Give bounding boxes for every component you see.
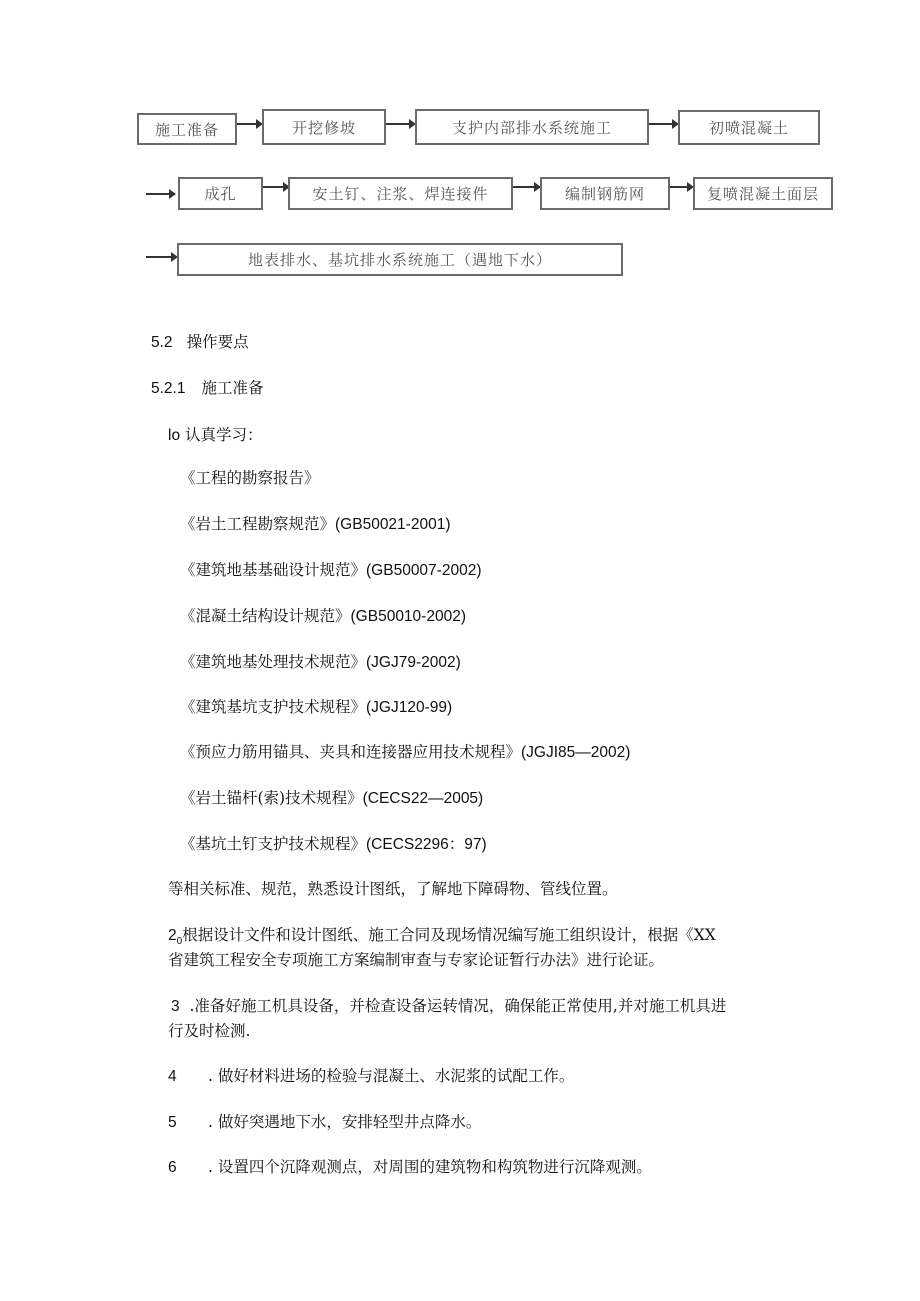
item-3-line-2: 行及时检测.	[168, 1022, 251, 1040]
item-5-number: 5	[168, 1114, 177, 1131]
reference-item: 《基坑土钉支护技术规程》(CECS2296：97)	[180, 835, 487, 853]
flow-step-nail-grout-weld: 安土钉、注浆、焊连接件	[288, 177, 513, 210]
item-2-line-1	[168, 923, 716, 947]
flow-arrow	[263, 186, 288, 188]
reference-item: 《岩土工程勘察规范》(GB50021-2001)	[180, 515, 451, 533]
subsection-heading	[151, 376, 264, 398]
item-2-line-2: 省建筑工程安全专项施工方案编制审查与专家论证暂行办法》进行论证。	[168, 951, 665, 969]
subsection-number: 5.2.1	[151, 380, 186, 397]
item-1-marker: lo	[168, 427, 181, 444]
item-1-outro: 等相关标准、规范，熟悉设计图纸，了解地下障碍物、管线位置。	[168, 880, 618, 898]
flow-arrow	[237, 123, 261, 125]
reference-item: 《建筑地基基础设计规范》(GB50007-2002)	[180, 561, 482, 579]
section-number: 5.2	[151, 334, 173, 351]
item-5	[168, 1110, 481, 1132]
flow-step-final-shotcrete: 复喷混凝土面层	[693, 177, 833, 210]
flow-step-rebar-mesh: 编制钢筋网	[540, 177, 670, 210]
reference-item: 《工程的勘察报告》	[180, 469, 320, 487]
item-3-text-1: .准备好施工机具设备，并检查设备运转情况，确保能正常使用,并对施工机具进	[189, 997, 727, 1015]
item-1-intro-text: 认真学习：	[185, 426, 263, 444]
reference-item: 《预应力筋用锚具、夹具和连接器应用技术规程》(JGJI85—2002)	[180, 743, 631, 761]
item-2-subscript: 0	[176, 936, 183, 948]
flow-step-initial-shotcrete: 初喷混凝土	[678, 110, 820, 145]
flow-step-excavate-slope: 开挖修坡	[262, 109, 386, 145]
reference-item: 《建筑地基处理技术规范》(JGJ79-2002)	[180, 653, 461, 671]
item-3-line-1	[171, 994, 726, 1016]
section-title: 操作要点	[186, 333, 249, 351]
reference-item: 《岩土锚杆(索)技术规程》(CECS22—2005)	[180, 789, 484, 807]
flow-step-surface-drainage: 地表排水、基坑排水系统施工（遇地下水）	[177, 243, 623, 276]
subsection-title: 施工准备	[201, 379, 264, 397]
flow-arrow	[513, 186, 539, 188]
reference-item: 《建筑基坑支护技术规程》(JGJ120-99)	[180, 698, 453, 716]
reference-item: 《混凝土结构设计规范》(GB50010-2002)	[180, 607, 466, 625]
item-2-text-1: 根据设计文件和设计图纸、施工合同及现场情况编写施工组织设计，根据《XX	[182, 926, 716, 944]
item-4	[168, 1064, 574, 1086]
flow-step-internal-drainage: 支护内部排水系统施工	[415, 109, 649, 145]
item-6	[168, 1155, 652, 1177]
flow-arrow	[649, 123, 677, 125]
item-3-number: 3	[171, 998, 180, 1015]
flow-step-drill-hole: 成孔	[178, 177, 263, 210]
flow-arrow	[670, 186, 692, 188]
flow-arrow	[146, 256, 176, 258]
item-5-text: . 做好突遇地下水，安排轻型井点降水。	[208, 1113, 482, 1131]
item-4-number: 4	[168, 1068, 177, 1085]
item-4-text: . 做好材料进场的检验与混凝土、水泥浆的试配工作。	[208, 1067, 575, 1085]
item-2-number: 2	[168, 927, 177, 944]
item-6-text: . 设置四个沉降观测点，对周围的建筑物和构筑物进行沉降观测。	[208, 1158, 652, 1176]
item-1-intro	[168, 423, 263, 445]
item-6-number: 6	[168, 1159, 177, 1176]
flow-arrow	[146, 193, 174, 195]
section-heading	[151, 330, 249, 352]
flow-step-construction-prep: 施工准备	[137, 113, 237, 145]
flow-arrow	[386, 123, 414, 125]
